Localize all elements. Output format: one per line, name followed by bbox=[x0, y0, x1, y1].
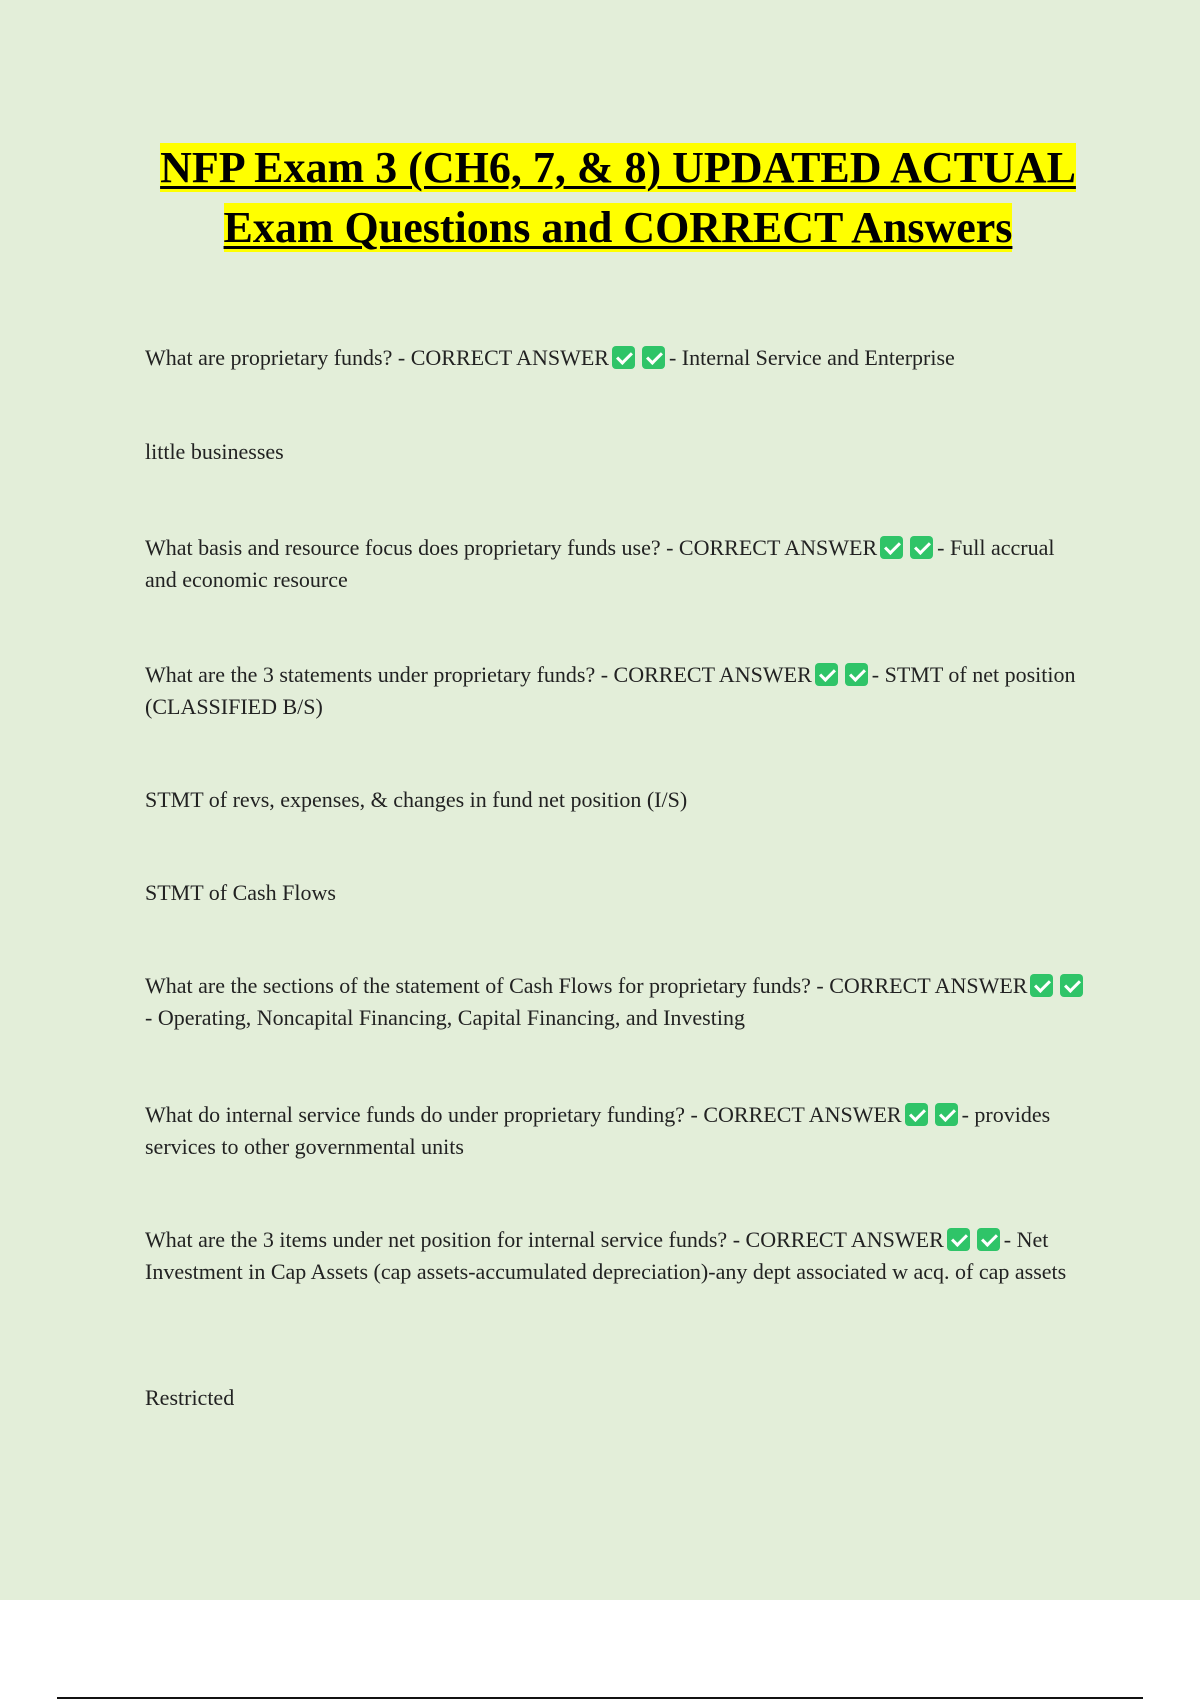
check-mark-icon bbox=[1030, 974, 1053, 997]
check-mark-icon bbox=[977, 1228, 1000, 1251]
question-text: What basis and resource focus does proprietary funds use? bbox=[145, 535, 661, 560]
correct-answer-label: - CORRECT ANSWER bbox=[600, 662, 812, 687]
correct-answer-label: - CORRECT ANSWER bbox=[732, 1227, 944, 1252]
check-mark-icon bbox=[1060, 974, 1083, 997]
answer-text: - provides services to other governmental units bbox=[145, 1102, 1051, 1159]
question-text: What are the 3 items under net position for internal service funds? bbox=[145, 1227, 728, 1252]
answer-text: - Operating, Noncapital Financing, Capital Financing, and Investing bbox=[145, 1005, 745, 1030]
answer-text: - Net Investment in Cap Assets (cap assets-accumulated depreciation)-any dept associated w acq. of cap assets bbox=[145, 1227, 1067, 1284]
note-paragraph: little businesses bbox=[145, 439, 284, 464]
question-text: What are the 3 statements under proprietary funds? bbox=[145, 662, 596, 687]
answer-text: - Full accrual and economic resource bbox=[145, 535, 1055, 592]
question-text: What are the sections of the statement of Cash Flows for proprietary funds? bbox=[145, 973, 811, 998]
correct-answer-label: - CORRECT ANSWER bbox=[666, 535, 878, 560]
question-text: What are proprietary funds? bbox=[145, 345, 393, 370]
check-mark-icon bbox=[880, 536, 903, 559]
page-divider bbox=[57, 1697, 1143, 1699]
title-highlight: NFP Exam 3 (CH6, 7, & 8) UPDATED ACTUAL Exam Questions and CORRECT Answers bbox=[160, 143, 1076, 252]
qa-item bbox=[145, 970, 1090, 1034]
answer-text: - STMT of net position (CLASSIFIED B/S) bbox=[145, 662, 1076, 719]
answer-text: - Internal Service and Enterprise bbox=[668, 345, 955, 370]
qa-item bbox=[145, 342, 1090, 374]
question-text: What do internal service funds do under proprietary funding? bbox=[145, 1102, 686, 1127]
qa-item bbox=[145, 532, 1090, 596]
correct-answer-label: - CORRECT ANSWER bbox=[690, 1102, 902, 1127]
qa-item bbox=[145, 659, 1090, 723]
check-mark-icon bbox=[905, 1103, 928, 1126]
note-paragraph: Restricted bbox=[145, 1385, 235, 1410]
check-mark-icon bbox=[612, 346, 635, 369]
check-mark-icon bbox=[947, 1228, 970, 1251]
check-mark-icon bbox=[642, 346, 665, 369]
correct-answer-label: - CORRECT ANSWER bbox=[816, 973, 1028, 998]
qa-item bbox=[145, 1099, 1090, 1163]
document-title bbox=[120, 138, 1116, 258]
check-mark-icon bbox=[845, 663, 868, 686]
check-mark-icon bbox=[910, 536, 933, 559]
note-paragraph: STMT of revs, expenses, & changes in fund net position (I/S) bbox=[145, 787, 688, 812]
check-mark-icon bbox=[935, 1103, 958, 1126]
qa-item bbox=[145, 1224, 1090, 1288]
note-paragraph: STMT of Cash Flows bbox=[145, 880, 336, 905]
check-mark-icon bbox=[815, 663, 838, 686]
correct-answer-label: - CORRECT ANSWER bbox=[397, 345, 609, 370]
